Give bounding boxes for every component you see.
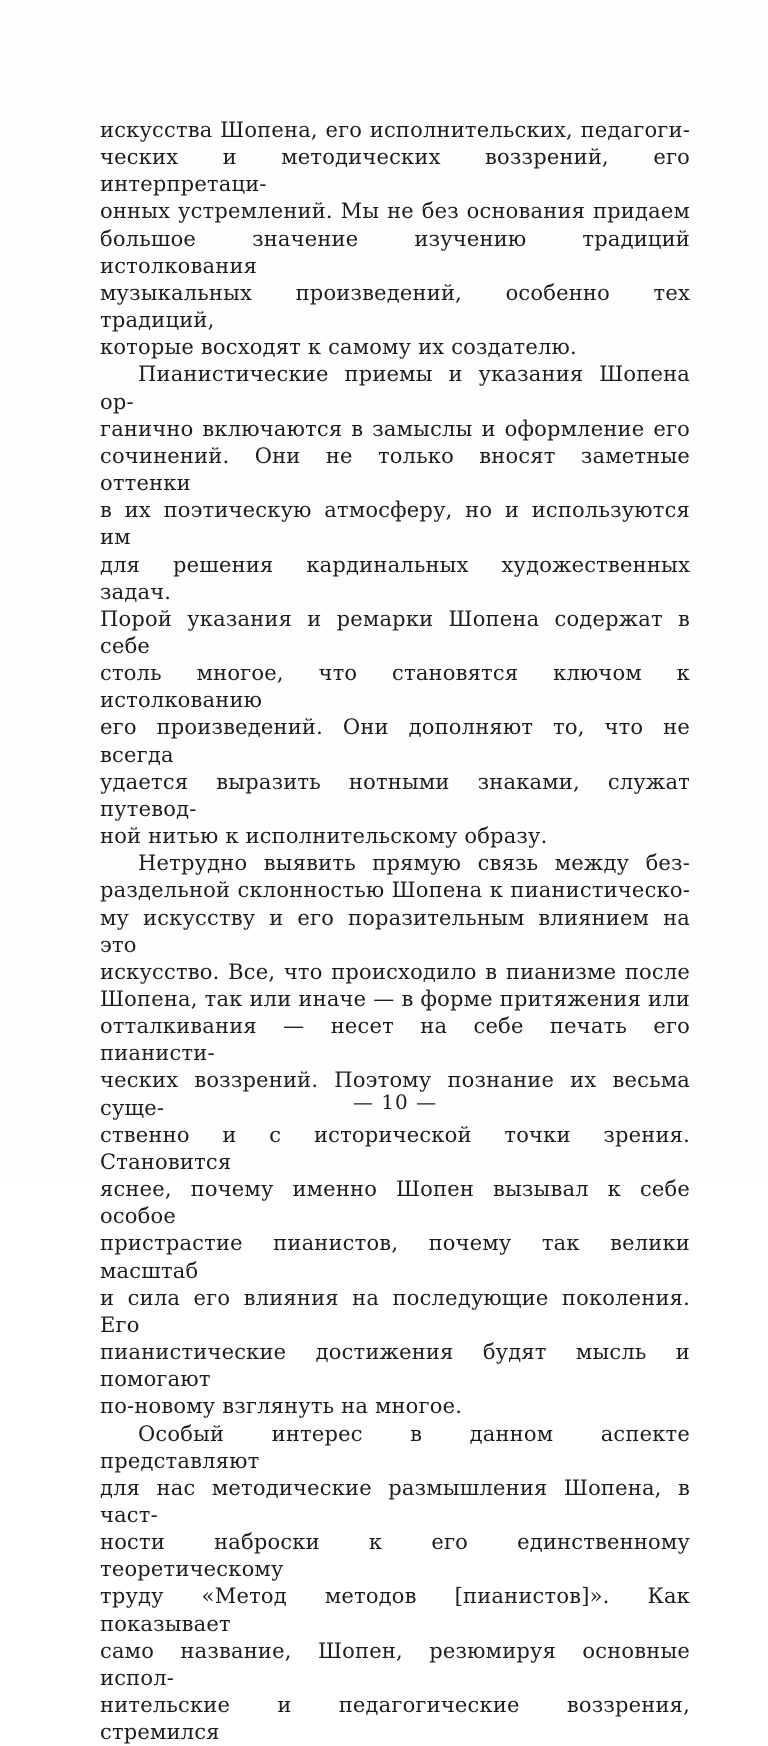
text-line: и сила его влияния на последующие поколения. Его xyxy=(100,1285,690,1339)
text-line: му искусству и его поразительным влиянием на это xyxy=(100,905,690,959)
text-line: онных устремлений. Мы не без основания придаем xyxy=(100,198,690,225)
text-line: ственно и с исторической точки зрения. Становится xyxy=(100,1122,690,1176)
page-number: — 10 — xyxy=(100,1089,690,1115)
text-line: для нас методические размышления Шопена, в част- xyxy=(100,1475,690,1529)
text-line: Нетрудно выявить прямую связь между без- xyxy=(100,850,690,877)
text-line: Порой указания и ремарки Шопена содержат в себе xyxy=(100,606,690,660)
text-line: труду «Метод методов [пианистов]». Как показывает xyxy=(100,1583,690,1637)
paragraph xyxy=(100,117,690,361)
text-line: большое значение изучению традиций истолкования xyxy=(100,226,690,280)
text-line: которые восходят к самому их создателю. xyxy=(100,334,690,361)
text-line: ческих и методических воззрений, его интерпретаци- xyxy=(100,144,690,198)
text-line: пианистические достижения будят мысль и помогают xyxy=(100,1339,690,1393)
text-line: отталкивания — несет на себе печать его пианисти- xyxy=(100,1013,690,1067)
text-line: Пианистические приемы и указания Шопена ор- xyxy=(100,361,690,415)
text-line: Шопена, так или иначе — в форме притяжения или xyxy=(100,986,690,1013)
text-line: искусство. Все, что происходило в пианизме после xyxy=(100,959,690,986)
text-line: ганично включаются в замыслы и оформление его xyxy=(100,416,690,443)
text-line: по-новому взглянуть на многое. xyxy=(100,1393,690,1420)
text-block xyxy=(100,117,690,1746)
text-line: ной нитью к исполнительскому образу. xyxy=(100,823,690,850)
paragraph xyxy=(100,361,690,850)
text-line: в их поэтическую атмосферу, но и используются им xyxy=(100,497,690,551)
text-line: нительские и педагогические воззрения, стремился xyxy=(100,1692,690,1746)
text-line: Особый интерес в данном аспекте представляют xyxy=(100,1421,690,1475)
text-line: раздельной склонностью Шопена к пианистическо- xyxy=(100,877,690,904)
text-line: музыкальных произведений, особенно тех традиций, xyxy=(100,280,690,334)
text-line: удается выразить нотными знаками, служат путевод- xyxy=(100,769,690,823)
paragraph xyxy=(100,850,690,1420)
text-line: для решения кардинальных художественных задач. xyxy=(100,552,690,606)
text-line: сочинений. Они не только вносят заметные оттенки xyxy=(100,443,690,497)
paragraph xyxy=(100,1421,690,1746)
text-line: яснее, почему именно Шопен вызывал к себе особое xyxy=(100,1176,690,1230)
text-line: ческих воззрений. Поэтому познание их весьма суще- xyxy=(100,1067,690,1121)
text-line: само название, Шопен, резюмируя основные испол- xyxy=(100,1638,690,1692)
text-line: столь многое, что становятся ключом к истолкованию xyxy=(100,660,690,714)
text-line: его произведений. Они дополняют то, что не всегда xyxy=(100,714,690,768)
text-line: ности наброски к его единственному теоретическому xyxy=(100,1529,690,1583)
text-line: пристрастие пианистов, почему так велики масштаб xyxy=(100,1230,690,1284)
text-line: искусства Шопена, его исполнительских, педагоги- xyxy=(100,117,690,144)
